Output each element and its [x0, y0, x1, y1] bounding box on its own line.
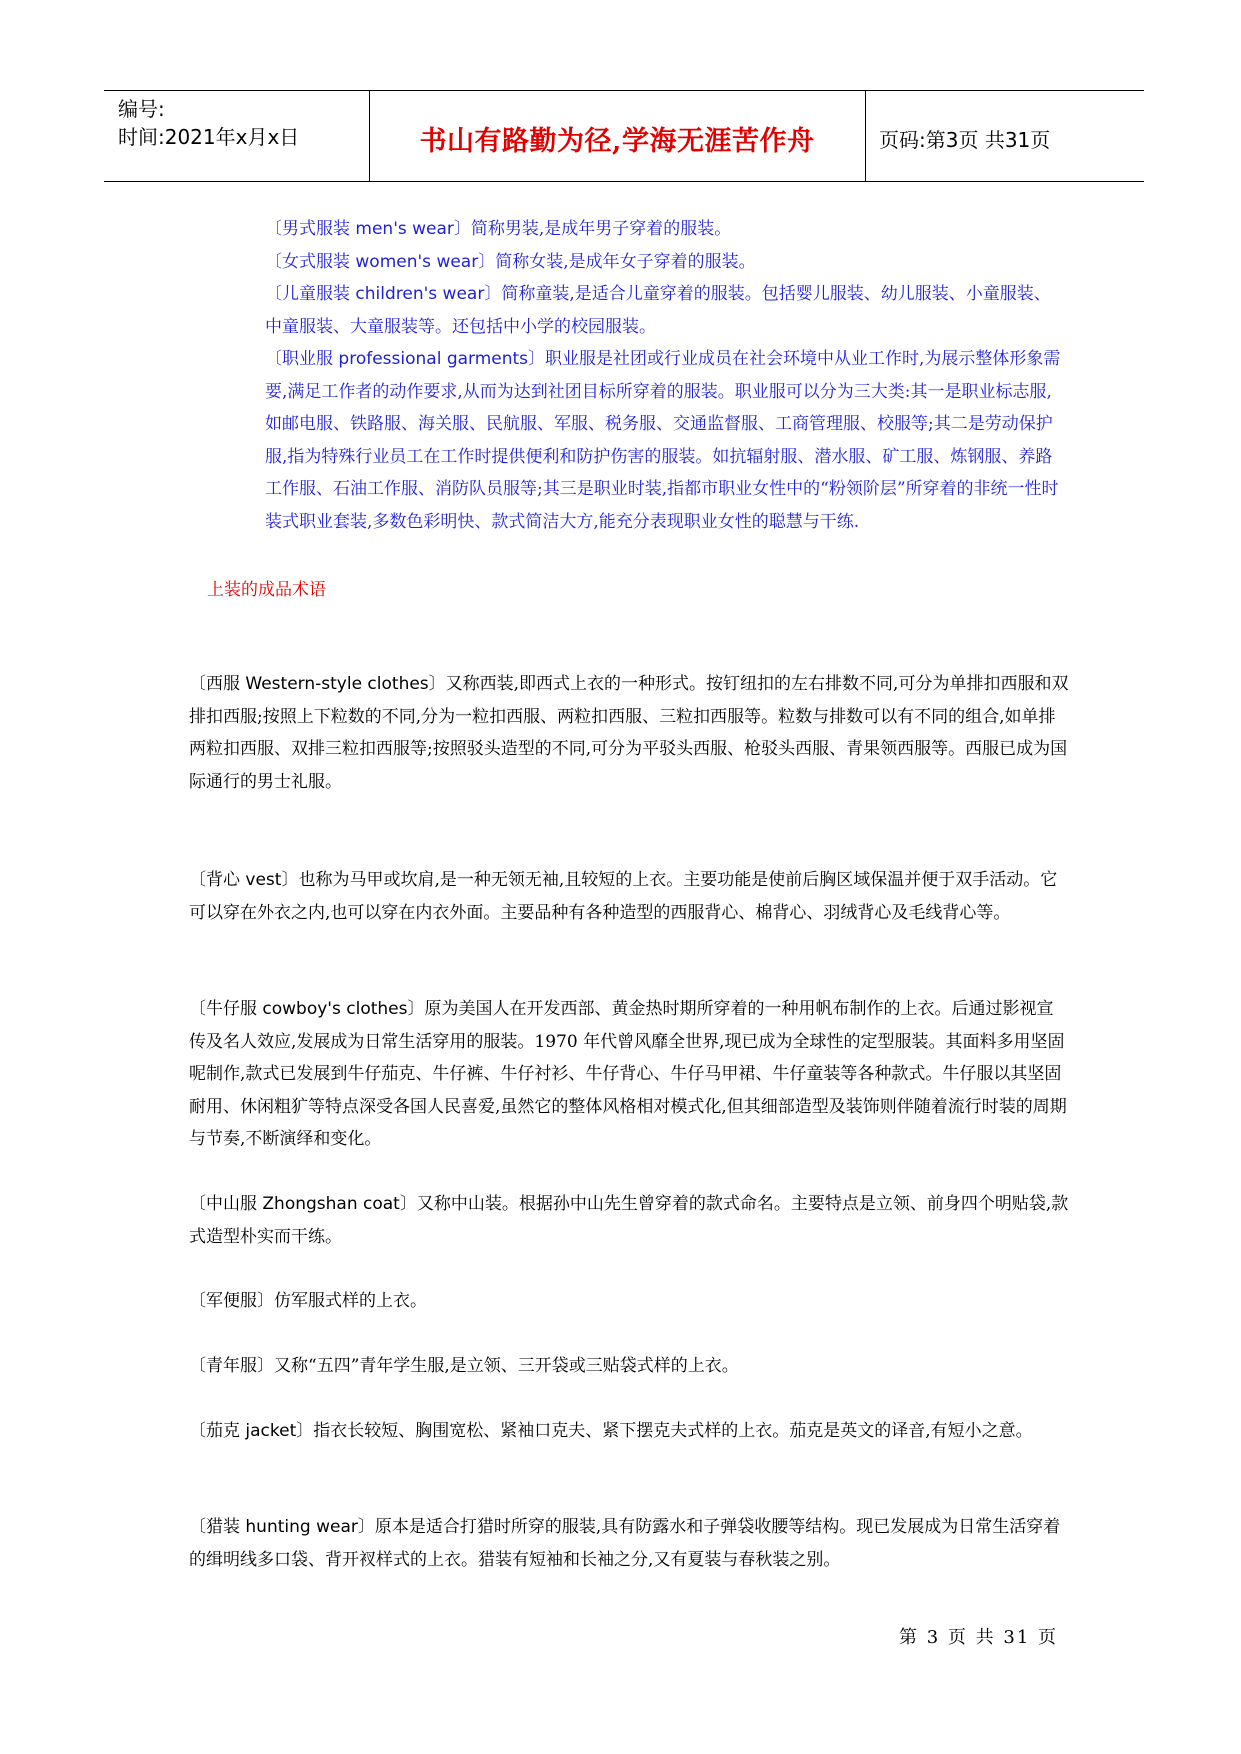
entry-english-term: cowboy's clothes	[262, 999, 408, 1019]
entry-open: 〔西服	[189, 674, 246, 694]
paragraph-military-casual	[189, 1285, 1069, 1318]
entry-english-term: Western-style clothes	[245, 674, 429, 694]
intro-entry	[265, 343, 1065, 538]
entry-open: 〔军便服〕	[189, 1291, 274, 1311]
header-page-label: 页码:第3页 共31页	[879, 128, 1051, 152]
entry-english-term: Zhongshan coat	[262, 1194, 400, 1214]
paragraph-vest	[189, 864, 1069, 929]
entry-text: 〕又称中山装。根据孙中山先生曾穿着的款式命名。主要特点是立领、前身四个明贴袋,款式造型朴实而干练。	[189, 1194, 1069, 1247]
entry-open: 〔男式服装	[265, 219, 356, 239]
paragraph-western-suit	[189, 668, 1069, 798]
entry-open: 〔猎装	[189, 1517, 246, 1537]
entry-english-term: vest	[245, 870, 282, 890]
entry-text: 又称“五四”青年学生服,是立领、三开袋或三贴袋式样的上衣。	[274, 1356, 739, 1376]
section-title: 上装的成品术语	[207, 580, 326, 600]
entry-open: 〔茄克	[189, 1421, 246, 1441]
entry-open: 〔中山服	[189, 1194, 263, 1214]
entry-text: 〕简称童装,是适合儿童穿着的服装。包括婴儿服装、幼儿服装、小童服装、中童服装、大童服装等。还包括中小学的校园服装。	[265, 284, 1051, 337]
header-left-cell	[104, 91, 370, 181]
paragraph-jacket	[189, 1415, 1069, 1448]
entry-text: 〕也称为马甲或坎肩,是一种无领无袖,且较短的上衣。主要功能是使前后胸区域保温并便于双手活动。它可以穿在外衣之内,也可以穿在内衣外面。主要品种有各种造型的西服背心、棉背心、羽绒背心及毛线背心等。	[189, 870, 1058, 923]
entry-open: 〔牛仔服	[189, 999, 263, 1019]
intro-entry	[265, 278, 1065, 343]
entry-english-term: children's wear	[355, 284, 485, 304]
entry-english-term: men's wear	[355, 219, 454, 239]
entry-text: 〕又称西装,即西式上衣的一种形式。按钉纽扣的左右排数不同,可分为单排扣西服和双排扣西服;按照上下粒数的不同,分为一粒扣西服、两粒扣西服、三粒扣西服等。粒数与排数可以有不同的组合,如单排两粒扣西服、双排三粒扣西服等;按照驳头造型的不同,可分为平驳头西服、枪驳头西服、青果领西服等。西服已成为国际通行的男士礼服。	[189, 674, 1069, 792]
paragraph-cowboy-clothes	[189, 993, 1069, 1156]
intro-entry	[265, 246, 1065, 279]
header-motto: 书山有路勤为径,学海无涯苦作舟	[419, 126, 815, 157]
document-date-label: 时间:2021年x月x日	[118, 125, 300, 149]
header-right-cell	[865, 91, 1144, 181]
entry-text: 〕职业服是社团或行业成员在社会环境中从业工作时,为展示整体形象需要,满足工作者的动作要求,从而为达到社团目标所穿着的服装。职业服可以分为三大类:其一是职业标志服,如邮电服、铁路服、海关服、民航服、军服、税务服、交通监督服、工商管理服、校服等;其二是劳动保护服,指为特殊行业员工在工作时提供便利和防护伤害的服装。如抗辐射服、潜水服、矿工服、炼钢服、养路工作服、石油工作服、消防队员服等;其三是职业时装,指都市职业女性中的“粉领阶层”所穿着的非统一性时装式职业套装,多数色彩明快、款式简洁大方,能充分表现职业女性的聪慧与干练.	[265, 349, 1061, 532]
entry-english-term: women's wear	[355, 251, 479, 272]
intro-block	[265, 213, 1065, 538]
entry-open: 〔女式服装	[265, 251, 356, 272]
document-number-label: 编号:	[118, 97, 165, 121]
entry-open: 〔青年服〕	[189, 1356, 274, 1376]
entry-text: 仿军服式样的上衣。	[274, 1291, 427, 1311]
entry-english-term: jacket	[245, 1421, 297, 1441]
entry-english-term: professional garments	[338, 349, 529, 369]
paragraph-zhongshan-coat	[189, 1188, 1069, 1253]
entry-open: 〔儿童服装	[265, 284, 356, 304]
entry-english-term: hunting wear	[245, 1517, 358, 1537]
entry-open: 〔职业服	[265, 349, 339, 369]
entry-text: 〕简称女装,是成年女子穿着的服装。	[478, 251, 756, 272]
paragraph-youth-suit	[189, 1350, 1069, 1383]
page-footer: 第 3 页 共 31 页	[899, 1627, 1058, 1648]
entry-text: 〕原本是适合打猎时所穿的服装,具有防露水和子弹袋收腰等结构。现已发展成为日常生活穿着的缉明线多口袋、背开衩样式的上衣。猎装有短袖和长袖之分,又有夏装与春秋装之别。	[189, 1517, 1061, 1570]
entry-open: 〔背心	[189, 870, 246, 890]
intro-entry	[265, 213, 1065, 246]
page-header	[104, 90, 1144, 182]
entry-text: 〕原为美国人在开发西部、黄金热时期所穿着的一种用帆布制作的上衣。后通过影视宣传及名人效应,发展成为日常生活穿用的服装。1970 年代曾风靡全世界,现已成为全球性的定型服装。其面料多用坚固呢制作,款式已发展到牛仔茄克、牛仔裤、牛仔衬衫、牛仔背心、牛仔马甲裙、牛仔童装等各种款式。牛仔服以其坚固耐用、休闲粗犷等特点深受各国人民喜爱,虽然它的整体风格相对模式化,但其细部造型及装饰则伴随着流行时装的周期与节奏,不断演绎和变化。	[189, 999, 1067, 1149]
entry-text: 〕简称男装,是成年男子穿着的服装。	[453, 219, 732, 239]
header-middle-cell	[369, 91, 866, 181]
paragraph-hunting-wear	[189, 1511, 1069, 1576]
entry-text: 〕指衣长较短、胸围宽松、紧袖口克夫、紧下摆克夫式样的上衣。茄克是英文的译音,有短小之意。	[296, 1421, 1033, 1441]
